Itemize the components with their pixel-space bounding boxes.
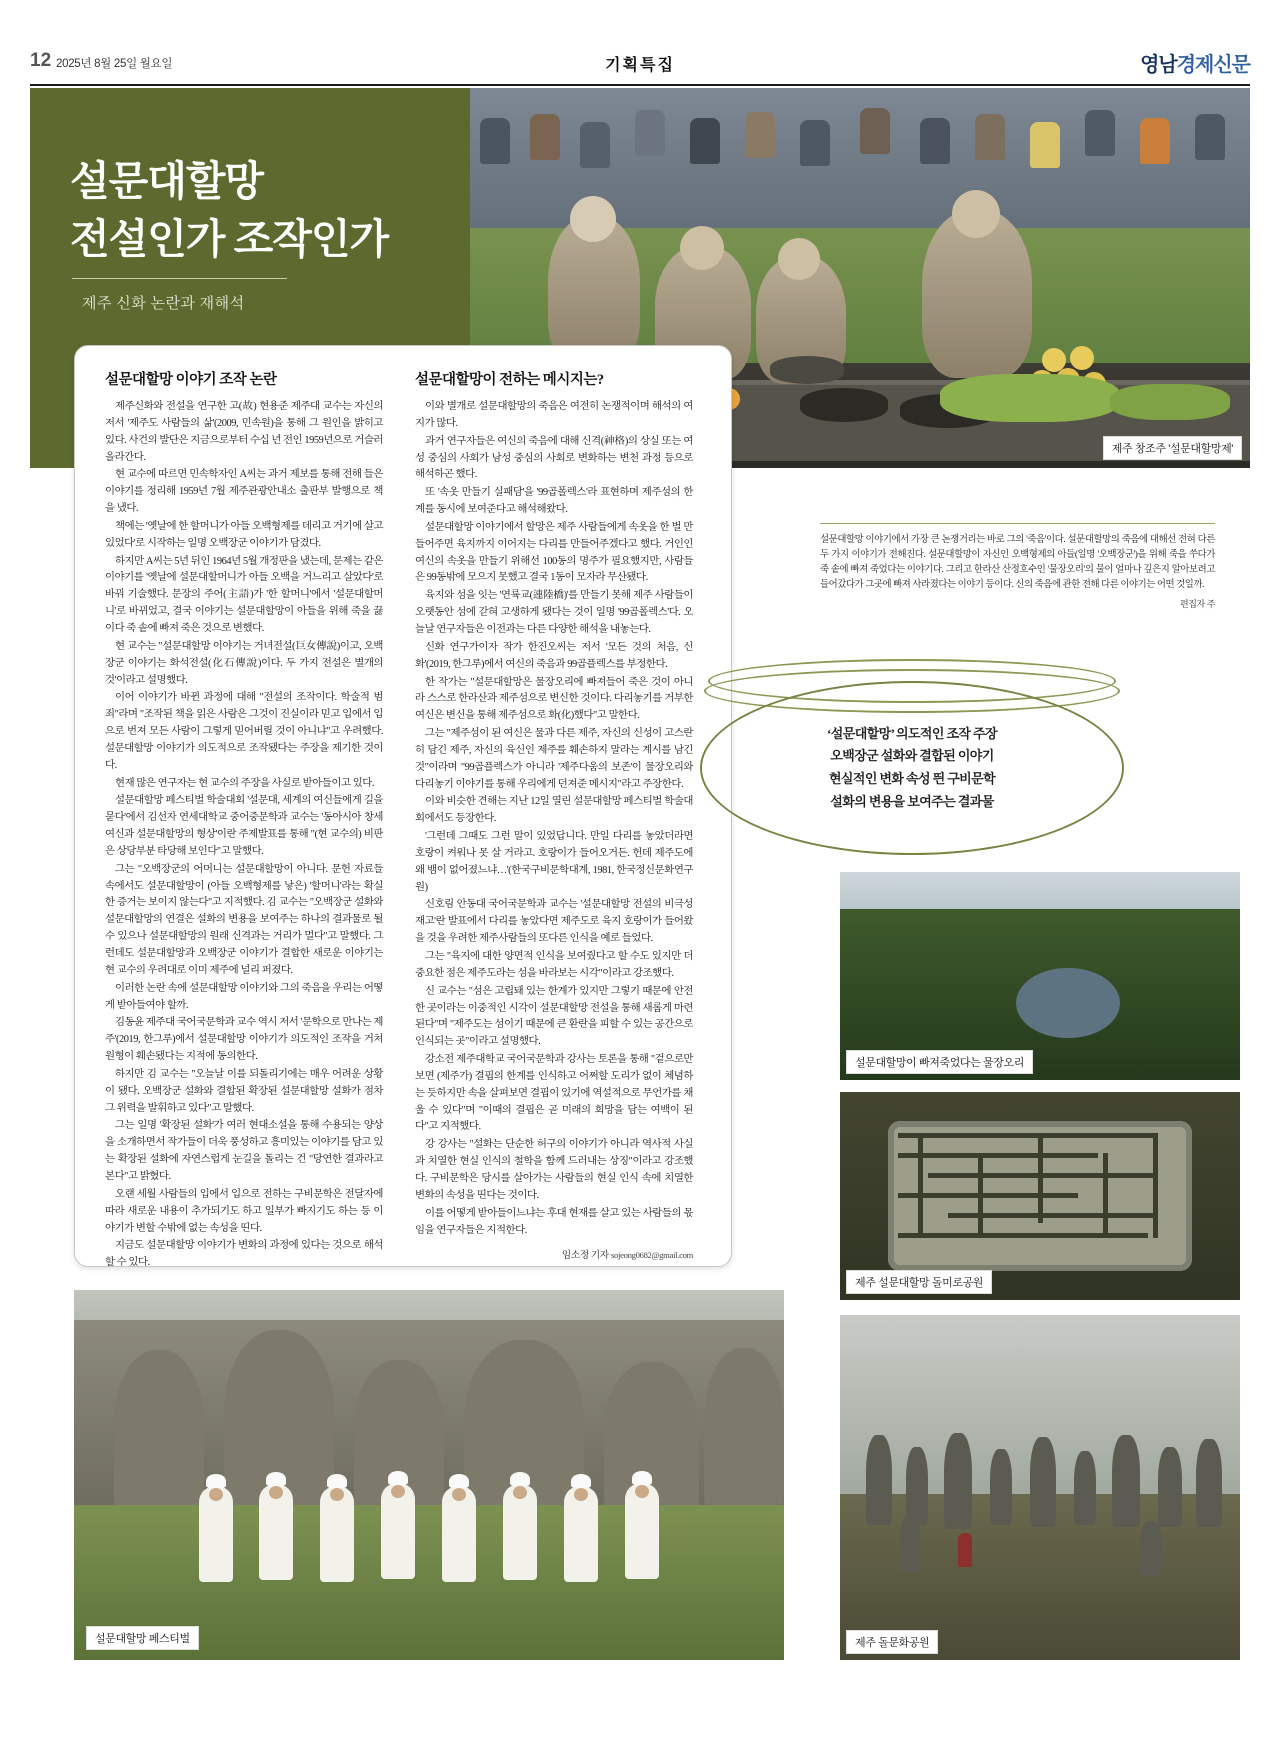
paragraph: '그런데 그때도 그런 말이 있었답니다. 만일 다리를 놓았더라면 호랑이 켜워나 못 살 거라고. 호랑이가 들어오거든. 헌데 제주도에 왜 뱀이 없어졌느냐…'(한국구비문학대계, 1981, 한국정신문화연구원) bbox=[415, 831, 693, 893]
right-column-heading: 설문대할망이 전하는 메시지는? bbox=[415, 372, 604, 388]
hero-photo-caption: 제주 창조주 '설문대할망제' bbox=[1103, 436, 1242, 460]
paragraph: 하지만 A씨는 5년 뒤인 1964년 5월 개정판을 냈는데, 문제는 같은 이야기를 '옛날에 설문대할머니가 아들 오백을 거느리고 살았다'로 바꿔 기술했다. 문장의 주어(主語)가 '한 할머니'에서 '설문대할머니'로 바뀌었고, 결국 이야기는 설문대할망이 아들을 위해 죽을 끓이다 죽 솥에 빠져 죽은 것으로 변했다. bbox=[105, 555, 383, 634]
paragraph: 또 '속옷 만들기 실패담'을 '99곱폴렉스'라 표현하며 제주섬의 한계를 동시에 보여준다고 해석해왔다. bbox=[415, 487, 693, 516]
paragraph: 한 작가는 "설문대할망은 물장오리에 빠져들어 죽은 것이 아니라 스스로 한라산과 제주섬으로 변신한 것이다. 다리놓기를 거부한 여신은 변신을 통해 제주섬으로 화(化)했다"고 말한다. bbox=[415, 676, 693, 722]
photo-stone-park-caption: 제주 돌문화공원 bbox=[846, 1630, 938, 1654]
summary-line: 설화의 변용을 보여주는 결과물 bbox=[830, 793, 994, 809]
editor-note bbox=[820, 533, 1215, 612]
paragraph: 제주신화와 전설을 연구한 고(故) 현용준 제주대 교수는 자신의 저서 '제주도 사람들의 삶'(2009, 민속원)을 통해 그 원인을 밝히고 있다. 사건의 발단은 지금으로부터 수십 년 전인 1959년으로 거슬러 올라간다. bbox=[105, 401, 383, 463]
paragraph: 이를 어떻게 받아들이느냐는 후대 현재를 살고 있는 사람들의 몫임을 연구자들은 지적한다. bbox=[415, 1207, 693, 1236]
paragraph: 그는 "육지에 대한 양면적 인식을 보여줬다고 할 수도 있지만 더 중요한 점은 제주도라는 섬을 바라보는 시각"이라고 강조했다. bbox=[415, 951, 693, 979]
hero-divider bbox=[72, 278, 287, 279]
article-column-left bbox=[105, 368, 383, 1273]
article-card bbox=[74, 345, 732, 1267]
summary-text bbox=[827, 723, 997, 814]
editor-note-signature: 편집자 주 bbox=[1179, 599, 1215, 610]
left-column-heading: 설문대할망 이야기 조작 논란 bbox=[105, 372, 277, 388]
summary-oval bbox=[700, 681, 1124, 855]
paragraph: 과거 연구자들은 여신의 죽음에 대해 신격(神格)의 상실 또는 여성 중심의 사회가 남성 중심의 사회로 변화하는 변천 과정 등으로 해석하곤 했다. bbox=[415, 435, 693, 481]
summary-line: ‘설문대할망’ 의도적인 조작 주장 bbox=[827, 725, 997, 741]
editor-note-text: 설문대할망 이야기에서 가장 큰 논쟁거리는 바로 그의 '죽음'이다. 설문대할망의 죽음에 대해선 전혀 다른 두 가지 이야기가 전해진다. 설문대할망이 자신인 오백형제의 아들(일명 '오백장군')을 위해 죽을 쑤다가 죽 솥에 빠져 죽었다는 이야기다. 그리고 한라산 산정호수인 '물장오리'의 물이 얼마나 깊은지 알아보려고 들어갔다가 그곳에 빠져 사라졌다는 이야기 등이다. 신의 죽음에 관한 전해 다른 이야기는 어떤 것일까. bbox=[820, 535, 1215, 591]
photo-crater-lake-caption: 설문대할망이 빠져죽었다는 물장오리 bbox=[846, 1050, 1033, 1074]
paper-name-rest: 경제신문 bbox=[1176, 54, 1250, 76]
paragraph: 현 교수는 "설문대할망 이야기는 거녀전설(巨女傳說)이고, 오백장군 이야기는 화석전설(化石傳說)이다. 두 가지 전설은 별개의 것'이라고 설명했다. bbox=[105, 640, 383, 686]
paragraph: 신 교수는 "섬은 고립돼 있는 한계가 있지만 그렇기 때문에 안전한 곳이라는 이중적인 시각이 설문대할망 전설을 통해 새롭게 마련된다"며 "제주도는 섬이기 때문에 큰 환란을 피할 수 있는 공간으로 인식되는 곳"이라고 설명했다. bbox=[415, 985, 693, 1048]
paragraph: 그는 "오백장군의 어머니는 설문대할망이 아니다. 문헌 자료들 속에서도 설문대할망이 (아들 오백형제를 낳은) '할머니'라는 확실한 증거는 보이지 않는다"고 지적했다. 김 교수는 "오백장군 설화와 설문대할망의 연결은 설화의 변용을 보여주는 하나의 결과물로 될 수 있으나 설문대할망의 원래 신격과는 거리가 멀다"고 말했다. 그런데도 설문대할망과 오백장군 이야기가 결합한 새로운 이야기는 현 교수의 우려대로 이미 제주에 널리 퍼졌다. bbox=[105, 863, 383, 976]
paragraph: 신호림 안동대 국어국문학과 교수는 '설문대할망 전설의 비극성 재고'란 발표에서 다리를 놓았다면 제주도로 육지 호랑이가 들어왔을 것을 우려한 제주사람들의 또다른 인식을 예로 들었다. bbox=[415, 899, 693, 945]
article-column-right bbox=[415, 368, 693, 1261]
byline bbox=[415, 1247, 693, 1261]
photo-festival bbox=[74, 1290, 784, 1660]
paragraph: 이와 비슷한 견해는 지난 12일 열린 설문대할망 페스티벌 학술대회에서도 등장한다. bbox=[415, 796, 693, 825]
paper-name-bold: 영남 bbox=[1140, 54, 1177, 76]
paragraph: 하지만 김 교수는 "오늘날 이를 되돌리기에는 매우 어려운 상황이 됐다. 오백장군 설화와 결합된 확장된 설문대할망 설화가 점차 그 위력을 발휘하고 있다"고 말했다. bbox=[105, 1068, 383, 1114]
paragraph: 이와 별개로 설문대할망의 죽음은 여전히 논쟁적이며 해석의 여지가 많다. bbox=[415, 401, 693, 429]
byline-reporter: 임소정 기자 bbox=[561, 1250, 609, 1262]
hero-title-line1: 설문대할망 bbox=[70, 158, 264, 204]
photo-maze-park-caption: 제주 설문대할망 돌미로공원 bbox=[846, 1270, 992, 1294]
paragraph: 이어 이야기가 바뀐 과정에 대해 "전설의 조작이다. 학술적 범죄"라며 "조작된 책을 읽은 사람은 그것이 진실이라 믿고 입에서 입으로 번져 모든 사람이 그렇게 믿어버릴 것이 아니냐"고 우려했다. 설문대할망 이야기가 의도적으로 조작됐다는 주장을 제기한 것이다. bbox=[105, 692, 383, 771]
paragraph: 오랜 세월 사람들의 입에서 입으로 전하는 구비문학은 전달자에 따라 새로운 내용이 추가되기도 하고 일부가 빠지기도 하는 등 이야기가 변할 수밖에 없는 속성을 띤다. bbox=[105, 1188, 383, 1234]
paragraph: 현 교수에 따르면 민속학자인 A씨는 과거 제보를 통해 전해 들은 이야기를 정리해 1959년 7월 제주관광안내소 출판부 발행으로 책을 냈다. bbox=[105, 469, 383, 515]
paragraph: 강소전 제주대학교 국어국문학과 강사는 토론을 통해 "겉으로만 보면 (제주가) 결핍의 한계를 인식하고 어쩌할 도리가 없이 체념하는 듯하지만 속을 살펴보면 결핍이 있기에 역설적으로 무언가를 채울 수 있다"며 "이때의 결핍은 곧 미래의 희망을 담는 여백이 된다"고 지적했다. bbox=[415, 1054, 693, 1133]
paragraph: 김동윤 제주대 국어국문학과 교수 역시 저서 '문학으로 만나는 제주'(2019, 한그루)에서 설문대할망 이야기가 의도적인 조작을 거쳐 원형이 훼손됐다는 지적에 동의한다. bbox=[105, 1017, 383, 1063]
photo-stone-park bbox=[840, 1315, 1240, 1660]
summary-line: 오백장군 설화와 결합된 이야기 bbox=[830, 748, 994, 764]
photo-maze-park bbox=[840, 1092, 1240, 1300]
paragraph: 설문대할망 이야기에서 할망은 제주 사람들에게 속옷을 한 벌 만들어주면 육지까지 이어지는 다리를 만들어주겠다고 했다. 거인인 여신의 속옷을 만들기 위해선 100동의 명주가 필요했지만, 사람들은 99동밖에 모으지 못했고 결국 1동이 모자라 무산됐다. bbox=[415, 521, 693, 584]
paragraph: 육지와 섬을 잇는 '연륙교(連陸橋)'를 만들기 못해 제주 사람들이 오랫동안 섬에 갇혀 고생하게 됐다는 것이 일명 '99곱폴렉스'다. 오늘날 연구자들은 이전과는 다른 다양한 해석을 내놓는다. bbox=[415, 590, 693, 635]
paragraph: 설문대할망 페스티벌 학술대회 '설문대, 세계의 여신들에게 길을 묻다'에서 김선자 연세대학교 중어중문학과 교수는 '동아시아 창세여신과 설문대할망의 형상'이란 주제발표를 통해 "(현 교수의) 비판은 상당부분 타당해 보인다"고 말했다. bbox=[105, 795, 383, 857]
byline-email: sojeong0682@gmail.com bbox=[610, 1250, 693, 1261]
paper-name bbox=[1140, 48, 1250, 77]
paragraph: 이러한 논란 속에 설문대할망 이야기와 그의 죽음을 우리는 어떻게 받아들여야 할까. bbox=[105, 982, 383, 1011]
paragraph: 신화 연구가이자 작가 한진오씨는 저서 '모든 것의 처음, 신화'(2019, 한그루)에서 여신의 죽음과 99곱플렉스를 부정한다. bbox=[415, 641, 693, 670]
paragraph: 강 강사는 "설화는 단순한 허구의 이야기가 아니라 역사적 사실과 치열한 현실 인식의 철학을 함께 드러내는 상징"이라고 강조했다. 구비문학은 당시를 살아가는 사람들의 현실 인식 속에 치열한 변화의 속성을 띤다는 것이다. bbox=[415, 1139, 693, 1201]
photo-crater-lake bbox=[840, 872, 1240, 1080]
page-number: 12 bbox=[30, 50, 52, 71]
hero-title-line2: 전설인가 조작인가 bbox=[70, 216, 389, 262]
masthead bbox=[30, 50, 1250, 86]
paragraph: 그는 "제주섬이 된 여신은 물과 다른 제주, 자신의 신성이 고스란히 담긴 제주, 자신의 육신인 제주를 훼손하지 말라는 계시를 남긴 것"이라며 "99곱플렉스가 아니라 '제주다움의 보존'이 물장오리와 다리놓기 이야기를 통해 우리에게 던져준 메시지"라고 주장한다. bbox=[415, 728, 693, 790]
section-title: 기획특집 bbox=[605, 57, 675, 74]
summary-callout bbox=[680, 645, 1150, 875]
hero-subtitle: 제주 신화 논란과 재해석 bbox=[82, 296, 245, 312]
paragraph: 그는 일명 '확장된 설화'가 여러 현대소설을 통해 수용되는 양상을 소개하면서 작가들이 더욱 풍성하고 흥미있는 이야기를 담고 있는 확장된 설화에 자연스럽게 눈길을 돌리는 건 "당연한 결과라고 본다"고 밝혔다. bbox=[105, 1120, 383, 1182]
paragraph: 현재 많은 연구자는 현 교수의 주장을 사실로 받아들이고 있다. bbox=[115, 777, 375, 789]
publication-date: 2025년 8월 25일 월요일 bbox=[56, 58, 173, 70]
photo-festival-caption: 설문대할망 페스티벌 bbox=[86, 1626, 199, 1650]
paragraph: 책에는 '옛날에 한 할머니가 아들 오백형제를 데리고 거기에 살고 있었다'로 시작하는 일명 오백장군 이야기가 담겼다. bbox=[105, 520, 383, 549]
summary-line: 현실적인 변화 속성 띈 구비문학 bbox=[828, 771, 996, 786]
paragraph: 지금도 설문대할망 이야기가 변화의 과정에 있다는 것으로 해석할 수 있다. bbox=[105, 1240, 383, 1269]
rail-note-divider bbox=[820, 523, 1215, 524]
